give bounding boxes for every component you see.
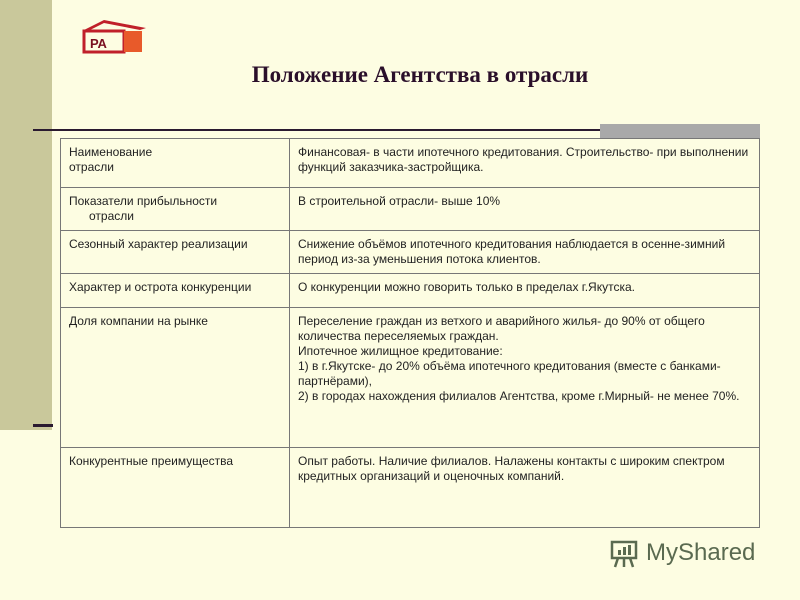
table-row xyxy=(61,188,760,231)
table-row xyxy=(61,274,760,308)
row-value: Опыт работы. Наличие филиалов. Налажены контакты с широким спектром кредитных организаций и оценочных компаний. xyxy=(290,448,760,528)
page-title: Положение Агентства в отрасли xyxy=(251,62,589,87)
row-value: Переселение граждан из ветхого и аварийного жилья- до 90% от общего количества переселяемых граждан. Ипотечное жилищное кредитование: 1) в г.Якутске- до 20% объёма ипотечного кредитования (вместе с банками-партнёрами), 2) в городах нахождения филиалов Агентства, кроме г.Мирный- не менее 70%. xyxy=(290,308,760,448)
row-label: Характер и острота конкуренции xyxy=(61,274,290,308)
row-label: Показатели прибыльности отрасли xyxy=(61,188,290,231)
table-row xyxy=(61,231,760,274)
table-row xyxy=(61,448,760,528)
table-row xyxy=(61,308,760,448)
industry-table xyxy=(60,138,760,528)
agency-logo xyxy=(80,18,148,54)
row-label: Наименование отрасли xyxy=(61,139,290,188)
divider xyxy=(33,129,603,131)
row-value: О конкуренции можно говорить только в пределах г.Якутска. xyxy=(290,274,760,308)
presentation-icon xyxy=(608,538,640,568)
watermark-text: MyShared xyxy=(646,539,756,566)
divider xyxy=(33,424,53,427)
row-value: Снижение объёмов ипотечного кредитования наблюдается в осенне-зимний период из-за уменьшения потока клиентов. xyxy=(290,231,760,274)
row-label: Сезонный характер реализации xyxy=(61,231,290,274)
row-value: В строительной отрасли- выше 10% xyxy=(290,188,760,231)
row-value: Финансовая- в части ипотечного кредитования. Строительство- при выполнении функций заказчика-застройщика. xyxy=(290,139,760,188)
svg-text:РА: РА xyxy=(90,36,107,51)
row-label: Конкурентные преимущества xyxy=(61,448,290,528)
row-label: Доля компании на рынке xyxy=(61,308,290,448)
watermark xyxy=(608,538,755,568)
table-row xyxy=(61,139,760,188)
decor-block xyxy=(600,124,760,138)
